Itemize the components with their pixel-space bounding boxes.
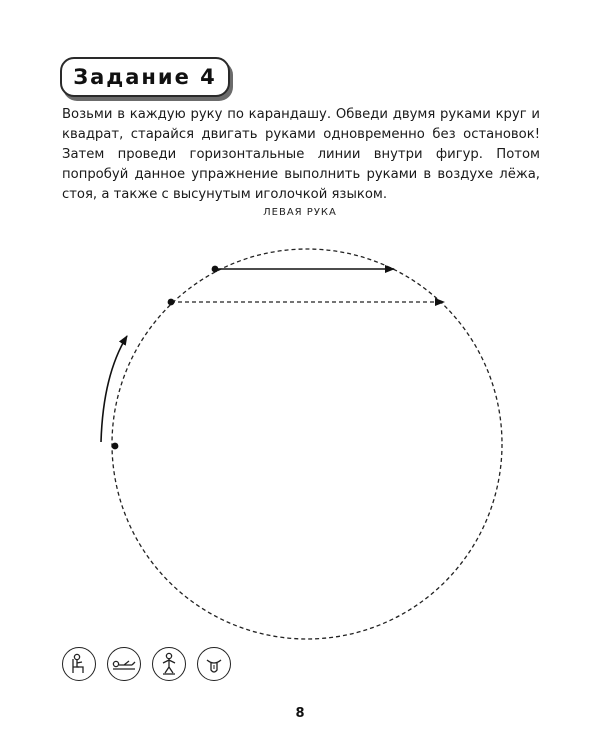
lying-person-icon	[107, 647, 141, 681]
left-hand-label: ЛЕВАЯ РУКА	[263, 207, 337, 218]
instructions-text: Возьми в каждую руку по карандашу. Обведи двумя руками круг и квадрат, старайся двигать руками одновременно без остановок! Затем проведи горизонтальные линии внутри фигур. Потом попробуй данное упражнение выполнить руками в воздухе лёжа, стоя, а также с высунутым иголочкой языком.	[62, 107, 540, 202]
direction-arrow	[101, 336, 127, 442]
sitting-person-icon	[62, 647, 96, 681]
task-title: Задание 4	[60, 57, 230, 97]
solid-line-start-dot	[212, 266, 219, 273]
exercise-icons	[62, 647, 231, 681]
tongue-out-icon	[197, 647, 231, 681]
page-number: 8	[295, 706, 305, 721]
circle-start-dot	[112, 443, 119, 450]
standing-person-icon	[152, 647, 186, 681]
dashed-tracing-circle[interactable]	[112, 249, 502, 639]
dashed-line-start-dot	[168, 299, 175, 306]
